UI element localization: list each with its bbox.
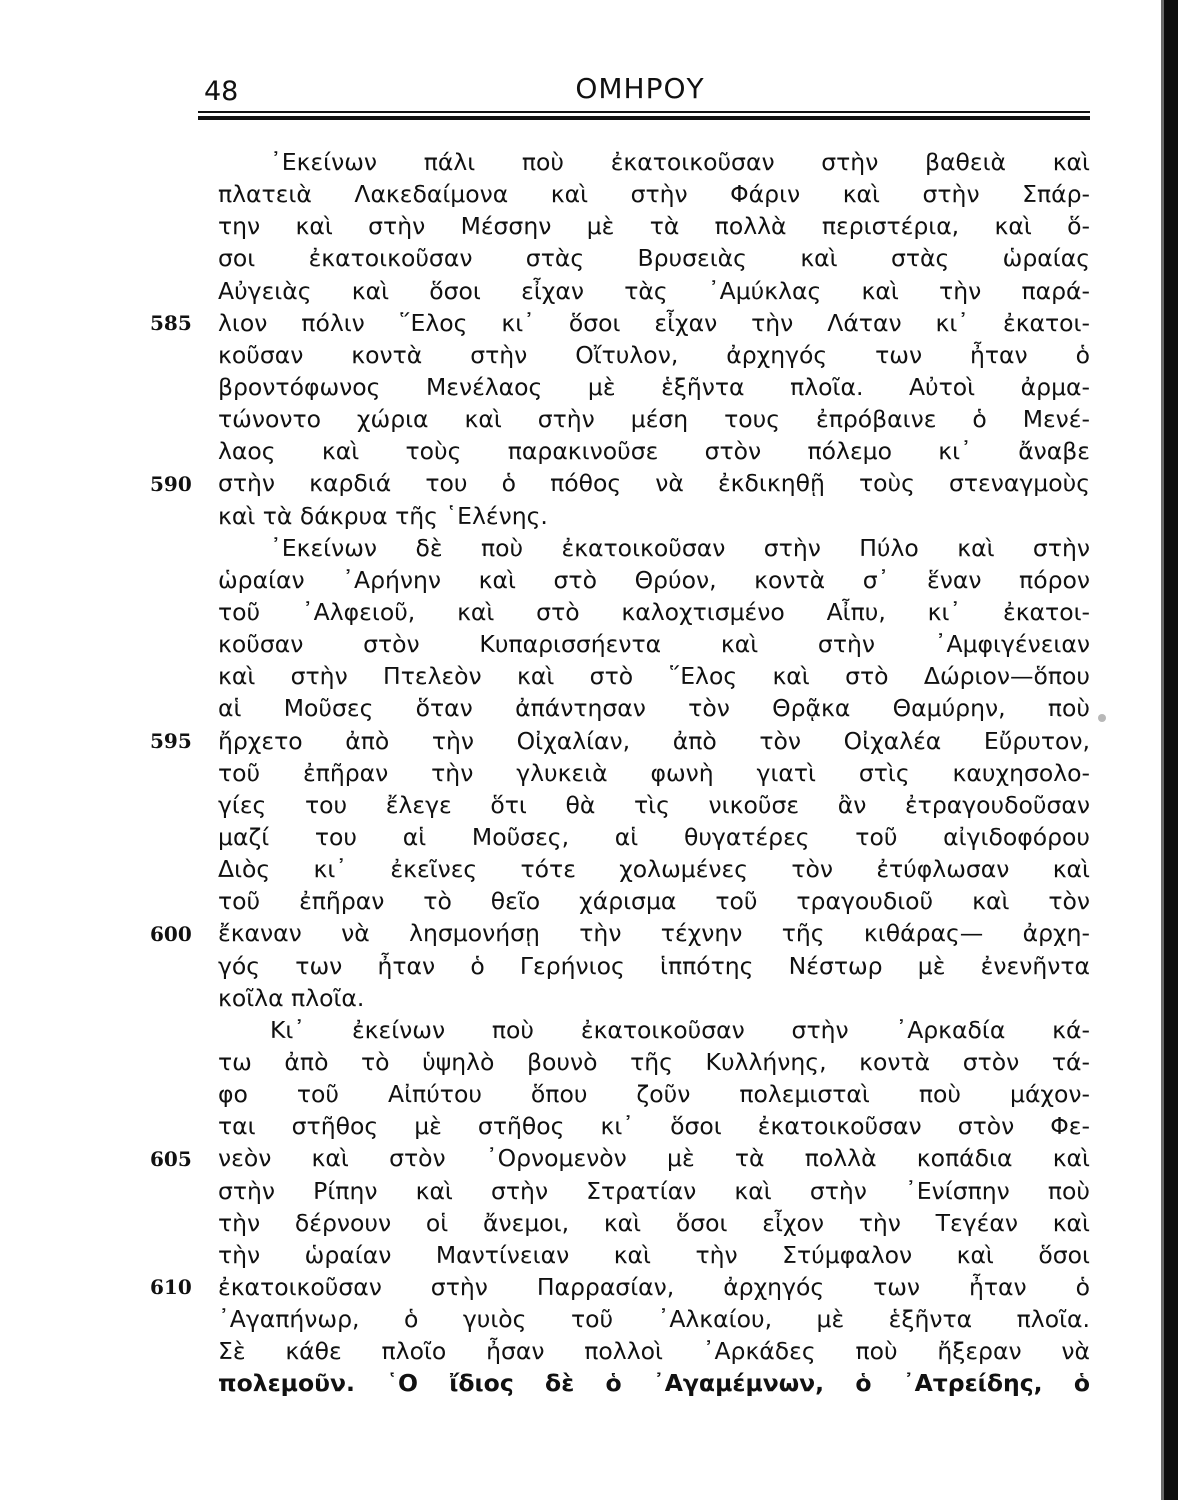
text-line: γίες του ἔλεγε ὅτι θὰ τὶς νικοῦσε ἂν ἐτραγουδοῦσαν <box>218 790 1090 819</box>
page-number: 48 <box>204 76 239 107</box>
text-line: τώνοντο χώρια καὶ στὴν μέση τους ἐπρόβαινε ὁ Μενέ- <box>218 405 1090 434</box>
text-line: αἱ Μοῦσες ὅταν ἀπάντησαν τὸν Θρᾷκα Θαμύρην, ποὺ <box>218 694 1090 723</box>
text-line: καὶ τὰ δάκρυα τῆς ῾Ελένης. <box>218 501 548 530</box>
text-line: πολεμοῦν. ῾Ο ἴδιος δὲ ὁ ᾿Αγαμέμνων, ὁ ᾿Ατρείδης, ὁ <box>218 1369 1090 1398</box>
verse-number: 585 <box>150 310 192 335</box>
text-line: ὡραίαν ᾿Αρήνην καὶ στὸ Θρύον, κοντὰ σ᾿ ἕναν πόρον <box>218 565 1090 594</box>
text-line: τοῦ ἐπῆραν τὸ θεῖο χάρισμα τοῦ τραγουδιοῦ καὶ τὸν <box>218 887 1090 916</box>
text-line: κοῦσαν στὸν Κυπαρισσήεντα καὶ στὴν ᾿Αμφιγένειαν <box>218 630 1090 659</box>
text-line: Διὸς κι᾿ ἐκεῖνες τότε χολωμένες τὸν ἐτύφλωσαν καὶ <box>218 855 1090 884</box>
text-line: πλατειὰ Λακεδαίμονα καὶ στὴν Φάριν καὶ στὴν Σπάρ- <box>218 180 1090 209</box>
text-line: βροντόφωνος Μενέλαος μὲ ἑξῆντα πλοῖα. Αὐτοὶ ἀρμα- <box>218 372 1090 401</box>
text-line: στὴν Ρίπην καὶ στὴν Στρατίαν καὶ στὴν ᾿Ενίσπην ποὺ <box>218 1176 1090 1205</box>
text-line: λιον πόλιν ῞Ελος κι᾿ ὅσοι εἶχαν τὴν Λάταν κι᾿ ἐκατοι- <box>218 308 1090 337</box>
text-line: μαζί του αἱ Μοῦσες, αἱ θυγατέρες τοῦ αἰγιδοφόρου <box>218 822 1090 851</box>
text-line: τὴν δέρνουν οἱ ἄνεμοι, καὶ ὅσοι εἶχον τὴν Τεγέαν καὶ <box>218 1208 1090 1237</box>
text-line: νεὸν καὶ στὸν ᾿Ορνομενὸν μὲ τὰ πολλὰ κοπάδια καὶ <box>218 1144 1090 1173</box>
text-line: ᾿Εκείνων δὲ ποὺ ἐκατοικοῦσαν στὴν Πύλο καὶ στὴν <box>270 533 1090 562</box>
text-line: ἔκαναν νὰ λησμονήσῃ τὴν τέχνην τῆς κιθάρας— ἀρχη- <box>218 919 1090 948</box>
text-line: ᾿Αγαπήνωρ, ὁ γυιὸς τοῦ ᾿Αλκαίου, μὲ ἑξῆντα πλοῖα. <box>218 1305 1090 1334</box>
verse-number: 595 <box>150 728 192 753</box>
book-spine-shadow <box>1164 0 1178 1500</box>
text-line: γός των ἦταν ὁ Γερήνιος ἱππότης Νέστωρ μὲ ἐνενῆντα <box>218 951 1090 980</box>
header-rule-thin <box>198 111 1090 113</box>
text-line: καὶ στὴν Πτελεὸν καὶ στὸ ῞Ελος καὶ στὸ Δώριον—ὅπου <box>218 662 1090 691</box>
body-text <box>218 146 1090 1399</box>
text-line: ται στῆθος μὲ στῆθος κι᾿ ὅσοι ἐκατοικοῦσαν στὸν Φε- <box>218 1112 1090 1141</box>
text-line: την καὶ στὴν Μέσσην μὲ τὰ πολλὰ περιστέρια, καὶ ὅ- <box>218 212 1090 241</box>
verse-number: 600 <box>150 921 192 946</box>
text-line: τὴν ὡραίαν Μαντίνειαν καὶ τὴν Στύμφαλον καὶ ὅσοι <box>218 1240 1090 1269</box>
text-line: στὴν καρδιά του ὁ πόθος νὰ ἐκδικηθῇ τοὺς στεναγμοὺς <box>218 469 1090 498</box>
text-line: ἤρχετο ἀπὸ τὴν Οἰχαλίαν, ἀπὸ τὸν Οἰχαλέα Εὔρυτον, <box>218 726 1090 755</box>
text-line: λαος καὶ τοὺς παρακινοῦσε στὸν πόλεμο κι᾿ ἄναβε <box>218 437 1090 466</box>
text-line: Σὲ κάθε πλοῖο ἦσαν πολλοὶ ᾿Αρκάδες ποὺ ἤξεραν νὰ <box>218 1337 1090 1366</box>
text-line: Αὐγειὰς καὶ ὅσοι εἶχαν τὰς ᾿Αμύκλας καὶ τὴν παρά- <box>218 276 1090 305</box>
text-line: Κι᾿ ἐκείνων ποὺ ἐκατοικοῦσαν στὴν ᾿Αρκαδία κά- <box>270 1015 1090 1044</box>
print-speck <box>1098 714 1106 722</box>
verse-number: 605 <box>150 1146 192 1171</box>
text-line: σοι ἐκατοικοῦσαν στὰς Βρυσειὰς καὶ στὰς ὡραίας <box>218 244 1090 273</box>
verse-number: 610 <box>150 1275 192 1300</box>
text-line: κοῖλα πλοῖα. <box>218 983 365 1012</box>
text-line: κοῦσαν κοντὰ στὴν Οἴτυλον, ἀρχηγός των ἦταν ὁ <box>218 340 1090 369</box>
text-line: ἐκατοικοῦσαν στὴν Παρρασίαν, ἀρχηγός των ἦταν ὁ <box>218 1272 1090 1301</box>
text-line: ᾿Εκείνων πάλι ποὺ ἐκατοικοῦσαν στὴν βαθειὰ καὶ <box>270 148 1090 176</box>
text-line: τοῦ ἐπῆραν τὴν γλυκειὰ φωνὴ γιατὶ στὶς καυχησολο- <box>218 758 1090 787</box>
running-title: ΟΜΗΡΟΥ <box>575 72 705 105</box>
text-line: τω ἀπὸ τὸ ὑψηλὸ βουνὸ τῆς Κυλλήνης, κοντὰ στὸν τά- <box>218 1047 1090 1076</box>
text-line: φο τοῦ Αἰπύτου ὅπου ζοῦν πολεμισταὶ ποὺ μάχον- <box>218 1080 1090 1109</box>
text-line: τοῦ ᾿Αλφειοῦ, καὶ στὸ καλοχτισμένο Αἶπυ, κι᾿ ἐκατοι- <box>218 597 1090 626</box>
page-header <box>200 68 1090 108</box>
verse-number: 590 <box>150 471 192 496</box>
header-rule-thick <box>198 116 1090 120</box>
